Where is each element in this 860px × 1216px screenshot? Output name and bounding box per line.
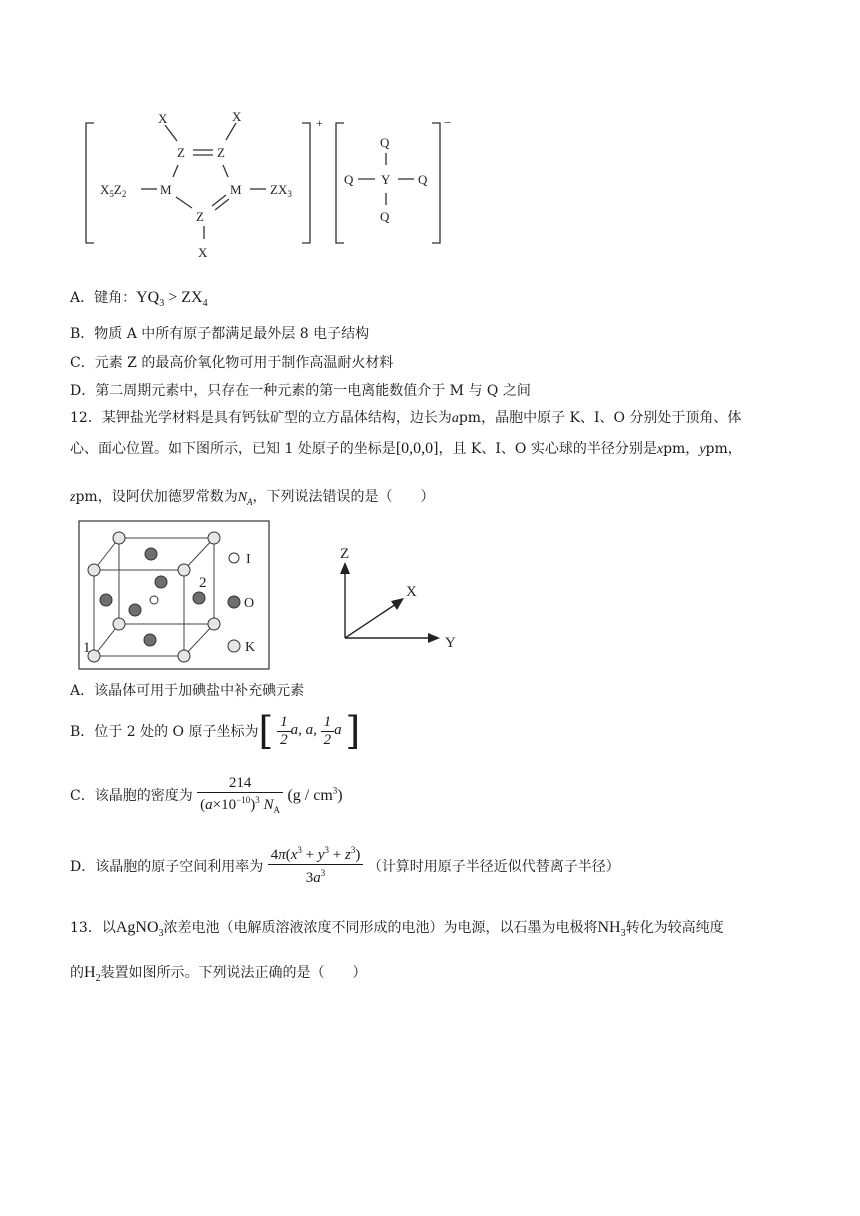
- k-atom: [208, 532, 220, 544]
- k-atom: [113, 532, 125, 544]
- o-atom: [100, 594, 112, 606]
- q13-stem-line2: 的$H_2$装置如图所示。下列说法正确的是（ ）: [70, 964, 367, 985]
- atom-y: Y: [381, 172, 391, 187]
- o-atom: [129, 604, 141, 616]
- axis-x-label: X: [406, 584, 417, 600]
- charge-minus: −: [444, 115, 452, 130]
- axis-y-label: Y: [445, 635, 456, 651]
- legend-o-label: O: [244, 596, 255, 611]
- i-atom: [150, 596, 158, 604]
- k-atom: [178, 564, 190, 576]
- charge-plus: +: [316, 116, 323, 130]
- q12-option-b: B．位于 2 处的 O 原子坐标为[ $\frac{1}{2}$ a, a, $\frac{1}{2}$ a ]: [70, 709, 361, 753]
- position-2-label: 2: [199, 575, 207, 591]
- o-atom: [144, 634, 156, 646]
- o-atom: [145, 548, 157, 560]
- packing-fraction: $\frac{4\pi(x^3 + y^3 + z^3)}{3a^3}$: [268, 845, 364, 887]
- atom-z: Z: [217, 145, 225, 160]
- k-atom: [178, 650, 190, 662]
- atom-m: M: [230, 182, 242, 197]
- q13-stem-line1: 13．以AgNO$_3$浓差电池（电解质溶液浓度不同形成的电池）为电源，以石墨为电极将$NH_3$转化为较高纯度: [70, 919, 724, 940]
- group-left: $X_5Z_2$: [100, 182, 127, 199]
- legend-k-label: K: [245, 640, 256, 655]
- atom-z: Z: [177, 145, 185, 160]
- atom-x: X: [158, 111, 168, 126]
- o-atom: [155, 576, 167, 588]
- atom-x: X: [198, 245, 208, 260]
- crystal-cell-figure: [78, 520, 270, 670]
- bond-angle-comparison: $YQ_3 > ZX_4$: [136, 289, 208, 310]
- atom-q: Q: [418, 172, 428, 187]
- density-fraction: $\frac{214}{(a\times 10^{-10})^3 N_A}$: [197, 775, 283, 815]
- legend-o-swatch: [228, 596, 240, 608]
- q12-option-a: A．该晶体可用于加碘盐中补充碘元素: [70, 683, 305, 699]
- q12-stem-line3: zpm，设阿伏加德罗常数为$N_A$，下列说法错误的是（ ）: [70, 489, 435, 507]
- q11-option-c: C．元素 Z 的最高价氧化物可用于制作高温耐火材料: [70, 355, 394, 371]
- legend-i-swatch: [229, 553, 239, 563]
- q11-option-b: B．物质 A 中所有原子都满足最外层 8 电子结构: [70, 326, 370, 342]
- q12-option-c: C．该晶胞的密度为 $\frac{214}{(a\times 10^{-10})^3 N_A}$ $(g / cm^3)$: [70, 775, 343, 815]
- atom-q: Q: [380, 209, 390, 224]
- q12-option-d: D．该晶胞的原子空间利用率为 $\frac{4\pi(x^3 + y^3 + z^3)}{3a^3}$ （计算时用原子半径近似代替离子半径）: [70, 845, 620, 886]
- atom-q: Q: [380, 135, 390, 150]
- q12-stem-line1: 12．某钾盐光学材料是具有钙钛矿型的立方晶体结构，边长为apm，晶胞中原子 K、I、O 分别处于顶角、体: [70, 410, 742, 426]
- legend-k-swatch: [228, 640, 240, 652]
- q11-option-d: D．第二周期元素中，只存在一种元素的第一电离能数值介于 M 与 Q 之间: [70, 383, 531, 399]
- position-1-label: 1: [83, 640, 91, 656]
- atom-q: Q: [344, 172, 354, 187]
- coordinate-axes-figure: [330, 546, 470, 656]
- atom-x: X: [232, 109, 242, 124]
- atom-z: Z: [196, 209, 204, 224]
- atom-m: M: [160, 182, 172, 197]
- k-atom: [88, 564, 100, 576]
- q12-stem-line2: 心、面心位置。如下图所示，已知 1 处原子的坐标是[0,0,0]，且 K、I、O 实心球的半径分别是xpm，ypm，: [70, 440, 742, 457]
- group-right: $ZX_3$: [270, 182, 292, 199]
- legend-i-label: I: [246, 552, 251, 567]
- k-atom: [113, 618, 125, 630]
- k-atom: [208, 618, 220, 630]
- o-atom: [193, 592, 205, 604]
- q11-option-a: A．键角：$YQ_3 > ZX_4$: [70, 289, 208, 310]
- ionic-structure-diagram: [80, 105, 470, 270]
- axis-z-label: Z: [340, 546, 350, 562]
